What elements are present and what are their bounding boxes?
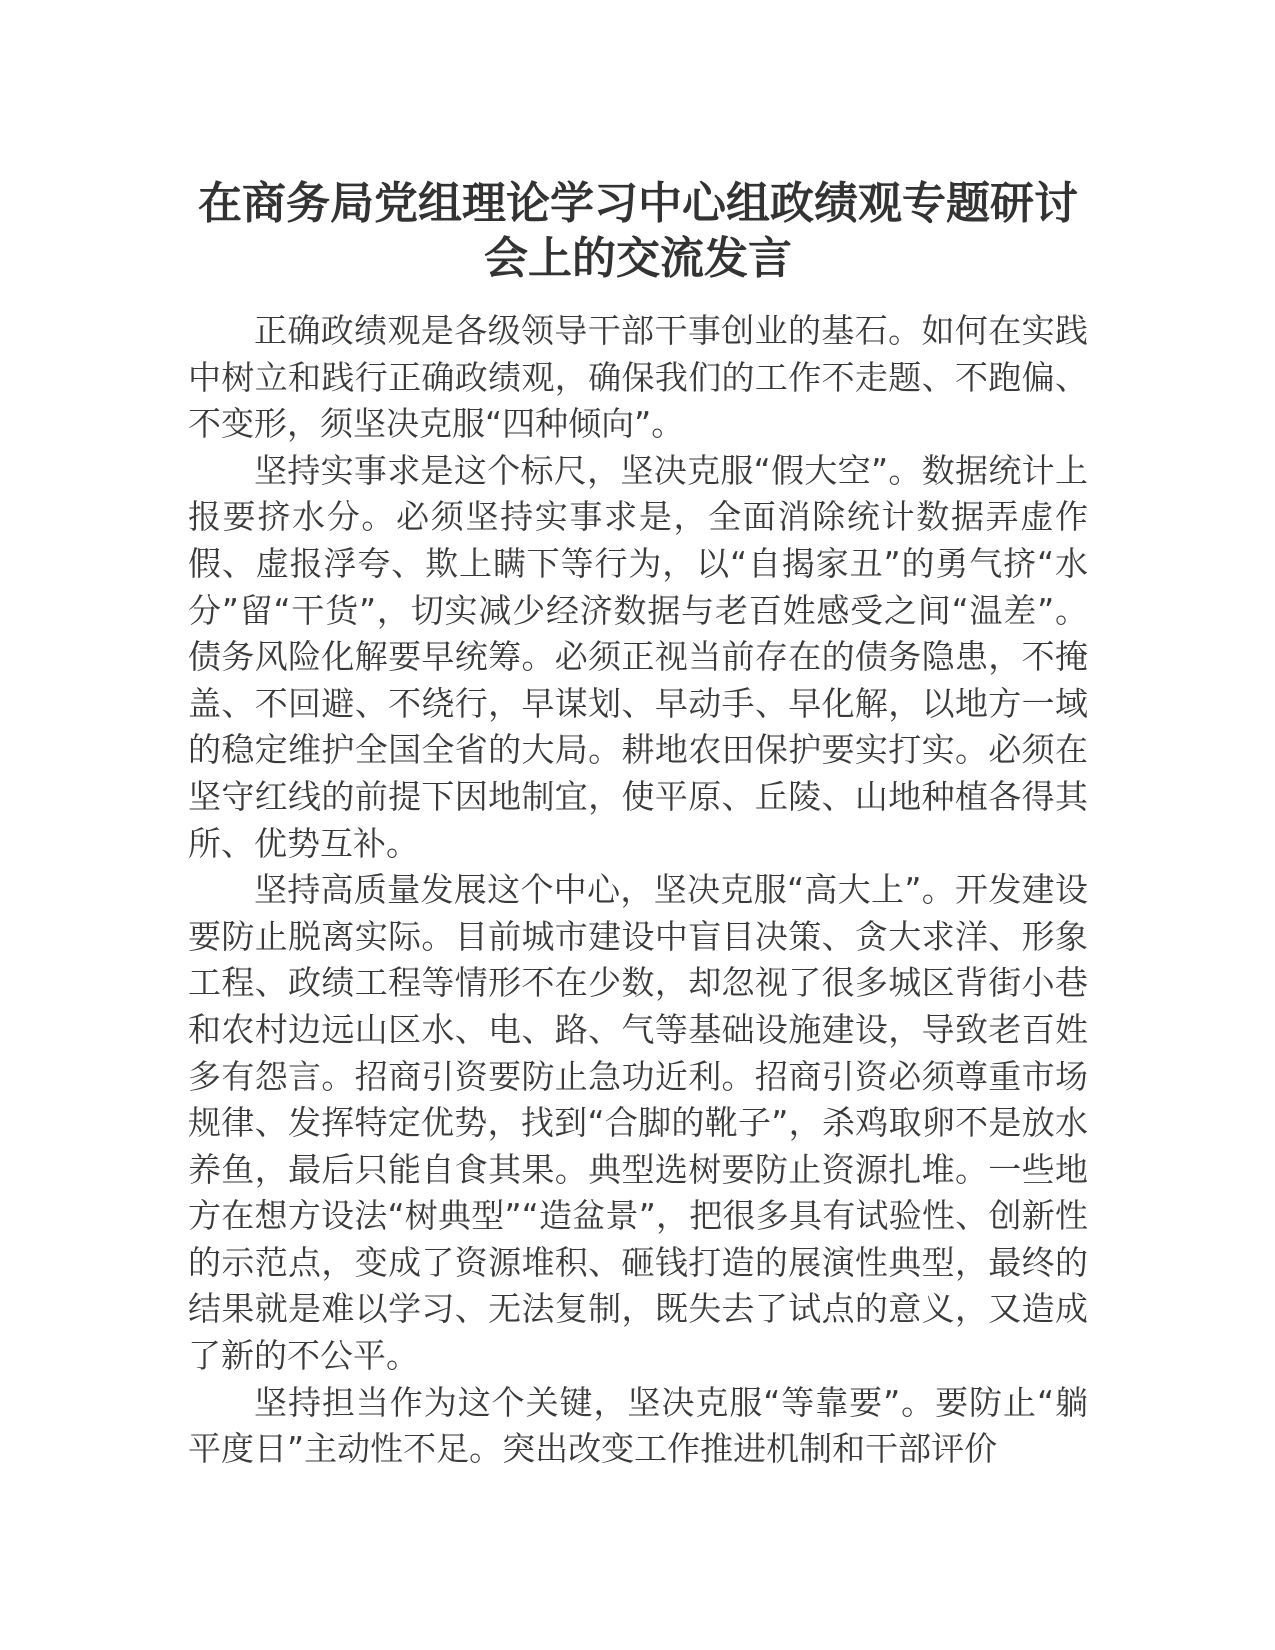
paragraph-intro: 正确政绩观是各级领导干部干事创业的基石。如何在实践中树立和践行正确政绩观，确保我们的工作不走题、不跑偏、不变形，须坚决克服“四种倾向”。: [188, 311, 1088, 444]
document-body: [188, 308, 1088, 1473]
document-title: 在商务局党组理论学习中心组政绩观专题研讨会上的交流发言: [198, 178, 1078, 284]
paragraph-high-quality-development: 坚持高质量发展这个中心，坚决克服“高大上”。开发建设要防止脱离实际。目前城市建设中盲目决策、贪大求洋、形象工程、政绩工程等情形不在少数，却忽视了很多城区背街小巷和农村边远山区水、电、路、气等基础设施建设，导致老百姓多有怨言。招商引资要防止急功近利。招商引资必须尊重市场规律、发挥特定优势，找到“合脚的靴子”，杀鸡取卵不是放水养鱼，最后只能自食其果。典型选树要防止资源扎堆。一些地方在想方设法“树典型”“造盆景”，把很多具有试验性、创新性的示范点，变成了资源堆积、砸钱打造的展演性典型，最终的结果就是难以学习、无法复制，既失去了试点的意义，又造成了新的不公平。: [188, 870, 1088, 1376]
document-page: [188, 176, 1088, 1473]
paragraph-responsibility: 坚持担当作为这个关键，坚决克服“等靠要”。要防止“躺平度日”主动性不足。突出改变工作推进机制和干部评价: [188, 1382, 1088, 1469]
paragraph-seek-truth: 坚持实事求是这个标尺，坚决克服“假大空”。数据统计上报要挤水分。必须坚持实事求是，全面消除统计数据弄虚作假、虚报浮夸、欺上瞒下等行为，以“自揭家丑”的勇气挤“水分”留“干货”，切实减少经济数据与老百姓感受之间“温差”。债务风险化解要早统筹。必须正视当前存在的债务隐患，不掩盖、不回避、不绕行，早谋划、早动手、早化解，以地方一域的稳定维护全国全省的大局。耕地农田保护要实打实。必须在坚守红线的前提下因地制宜，使平原、丘陵、山地种植各得其所、优势互补。: [188, 450, 1088, 863]
